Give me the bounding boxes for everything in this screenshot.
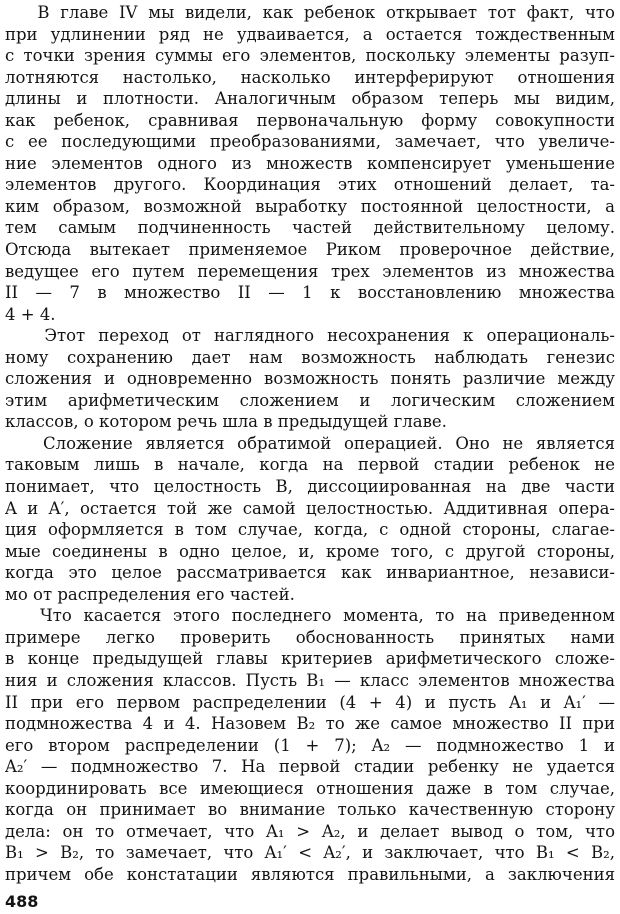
text-line: координировать все имеющиеся отношения даже в том случае, [5,778,615,798]
text-line: этим арифметическим сложением и логическим сложением [5,390,615,410]
text-line: когда это целое рассматривается как инвариантное, независи- [5,563,615,583]
text-line: Сложение является обратимой операцией. Оно не является [5,433,615,453]
text-line: A₂′ — подмножество 7. На первой стадии ребенку не удается [5,757,615,777]
text-line: Что касается этого последнего момента, то на приведенном [5,606,615,626]
text-line: примере легко проверить обоснованность принятых нами [5,627,615,647]
text-line: II при его первом распределении (4 + 4) и пусть A₁ и A₁′ — [5,692,615,712]
text-line: A и A′, остается той же самой целостностью. Аддитивная опера- [5,498,615,518]
text-line: Отсюда вытекает применяемое Риком проверочное действие, [5,240,615,260]
paragraph [5,325,615,433]
text-line: элементов другого. Координация этих отношений делает, та- [5,175,615,195]
text-line: длины и плотности. Аналогичным образом теперь мы видим, [5,89,615,109]
text-line: подмножества 4 и 4. Назовем B₂ то же самое множество II при [5,714,615,734]
paragraph [5,2,615,325]
paragraph [5,605,615,885]
text-line: его втором распределении (1 + 7); A₂ — подмножество 1 и [5,735,615,755]
text-line: ние элементов одного из множеств компенсирует уменьшение [5,153,615,173]
text-line: как ребенок, сравнивая первоначальную форму совокупности [5,110,615,130]
text-line: тем самым подчиненность частей действительному целому. [5,218,615,238]
text-line: мо от распределения его частей. [5,584,295,604]
text-line: с точки зрения суммы его элементов, поскольку элементы разуп- [5,46,615,66]
text-line: 4 + 4. [5,304,56,324]
text-line: сложения и одновременно возможность понять различие между [5,369,615,389]
text-line: в конце предыдущей главы критериев арифметического сложе- [5,649,615,669]
text-line: таковым лишь в начале, когда на первой стадии ребенок не [5,455,615,475]
text-line: ному сохранению дает нам возможность наблюдать генезис [5,347,615,367]
page-number: 488 [5,892,39,911]
text-line: В главе IV мы видели, как ребенок открывает тот факт, что [5,3,615,22]
text-line: дела: он то отмечает, что A₁ > A₂, и делает вывод о том, что [5,821,615,841]
text-line: классов, о котором речь шла в предыдущей главе. [5,412,447,432]
text-line: когда он принимает во внимание только качественную сторону [5,800,615,820]
text-line: ция оформляется в том случае, когда, с одной стороны, слагае- [5,520,615,540]
text-line: II — 7 в множество II — 1 к восстановлению множества [5,283,615,303]
text-line: мые соединены в одно целое, и, кроме того, с другой стороны, [5,541,615,561]
paragraph [5,433,615,605]
text-line: понимает, что целостность B, диссоциированная на две части [5,477,615,497]
text-line: ким образом, возможной выработку постоянной целостности, а [5,196,615,216]
text-line: B₁ > B₂, то замечает, что A₁′ < A₂′, и заключает, что B₁ < B₂, [5,843,615,863]
text-line: Этот переход от наглядного несохранения к операциональ- [5,326,615,346]
text-line: ведущее его путем перемещения трех элементов из множества [5,261,615,281]
text-line: ния и сложения классов. Пусть B₁ — класс элементов множества [5,670,615,690]
page-text [5,2,615,885]
text-line: лотняются настолько, насколько интерферируют отношения [5,67,615,87]
text-line: при удлинении ряд не удваивается, а остается тождественным [5,24,615,44]
text-line: с ее последующими преобразованиями, замечает, что увеличе- [5,132,615,152]
text-line: причем обе констатации являются правильными, а заключения [5,864,615,884]
